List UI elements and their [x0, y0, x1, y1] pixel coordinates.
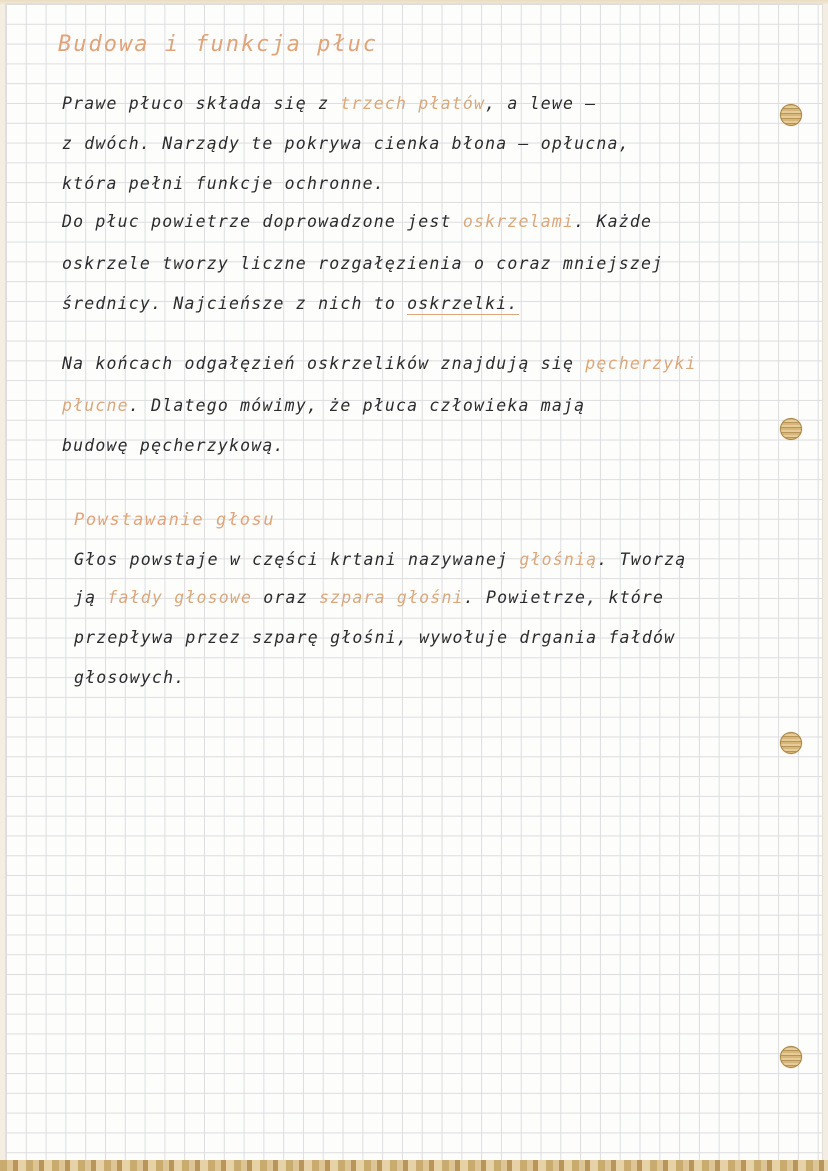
highlighted-term: fałdy głosowe [107, 588, 253, 607]
text-fragment: ją [74, 588, 108, 607]
text-fragment: , a lewe – [485, 94, 597, 113]
binder-hole-icon [780, 104, 802, 126]
text-line [62, 134, 630, 153]
highlighted-term: głośnią [519, 550, 598, 569]
text-fragment: . Powietrze, które [463, 588, 665, 607]
text-fragment: Głos powstaje w części krtani nazywanej [74, 550, 520, 569]
text-line [62, 436, 285, 455]
highlighted-term: płucne [62, 396, 129, 415]
highlighted-term: trzech płatów [340, 94, 486, 113]
text-fragment: przepływa przez szparę głośni, wywołuje drgania fałdów [74, 628, 676, 647]
text-fragment: budowę pęcherzykową. [62, 436, 285, 455]
text-fragment: która pełni funkcje ochronne. [62, 174, 385, 193]
text-line [74, 550, 686, 569]
text-line [62, 174, 385, 193]
text-fragment: Prawe płuco składa się z [62, 94, 341, 113]
text-fragment: Na końcach odgałęzień oskrzelików znajdują się [62, 354, 586, 373]
text-line [74, 628, 675, 647]
highlighted-term: pęcherzyki [585, 354, 697, 373]
text-line [62, 294, 519, 313]
text-fragment: . Każde [574, 212, 653, 231]
text-line [62, 354, 697, 373]
binder-hole-icon [780, 418, 802, 440]
underlined-term: oskrzelki. [407, 294, 519, 313]
notebook-page [6, 4, 822, 1164]
binder-hole-icon [780, 1046, 802, 1068]
text-fragment: średnicy. Najcieńsze z nich to [62, 294, 408, 313]
text-line [62, 396, 585, 415]
highlighted-term: oskrzelami [462, 212, 575, 231]
text-line [74, 668, 185, 687]
highlighted-term: szpara głośni [318, 588, 464, 607]
text-fragment: głosowych. [74, 668, 186, 687]
section-heading: Powstawanie głosu [74, 510, 276, 530]
text-fragment: oraz [252, 588, 319, 607]
text-line [74, 588, 664, 607]
page-bottom-edge [0, 1160, 828, 1171]
text-fragment: oskrzele tworzy liczne rozgałęzienia o coraz mniejszej [62, 254, 664, 273]
text-fragment: z dwóch. Narządy te pokrywa cienka błona – opłucna, [62, 134, 630, 153]
page-title: Budowa i funkcja płuc [58, 32, 379, 57]
text-fragment: Do płuc powietrze doprowadzone jest [62, 212, 463, 231]
text-fragment: . Tworzą [597, 550, 687, 569]
binder-hole-icon [780, 732, 802, 754]
text-line [62, 212, 652, 231]
text-line [62, 254, 663, 273]
text-line [62, 94, 596, 113]
text-fragment: . Dlatego mówimy, że płuca człowieka mają [128, 396, 586, 415]
